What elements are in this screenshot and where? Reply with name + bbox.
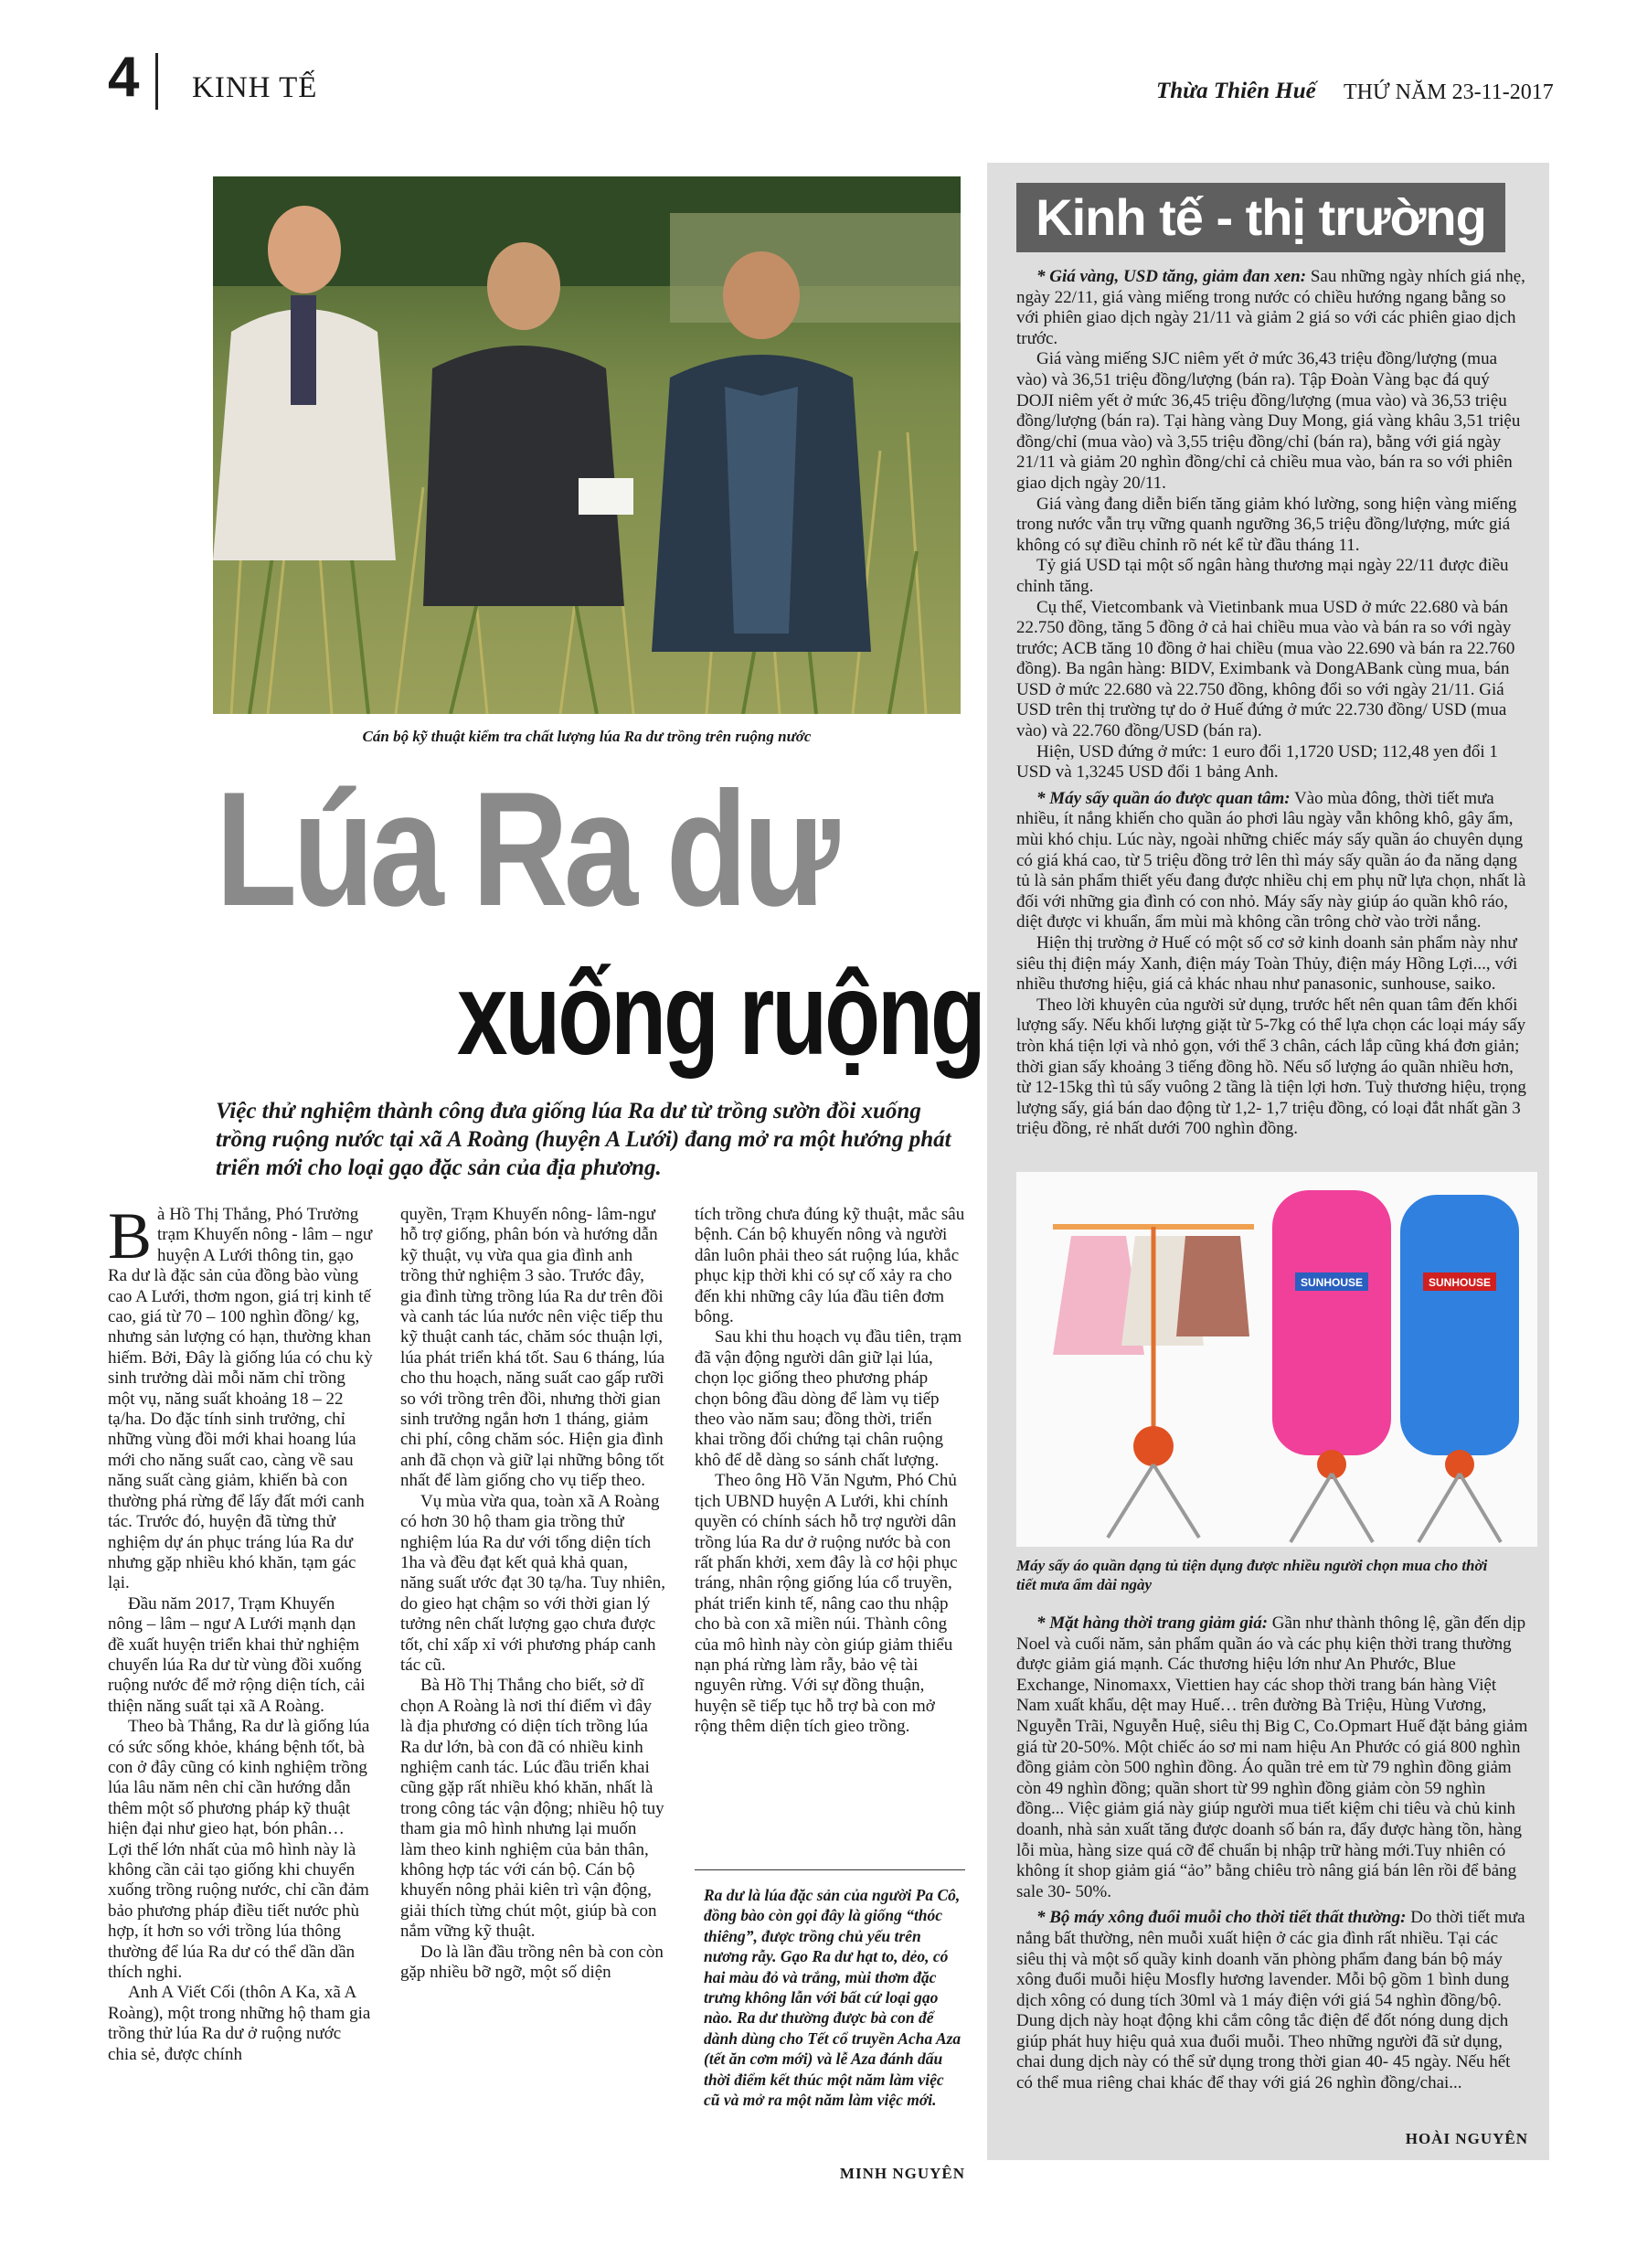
quote-divider [695,1869,965,1870]
article-photo [213,176,961,714]
section-name: KINH TẾ [192,71,318,104]
headline-line-1: Lúa Ra dư [216,758,835,940]
item-label: * Mặt hàng thời trang giảm giá: [1036,1613,1269,1633]
page-number: 4 [108,46,140,109]
paragraph: Cụ thể, Vietcombank và Vietinbank mua USD ở mức 22.680 và bán 22.750 đồng, tăng 5 đồng ở cả hai chiều mua vào và bán ra so với ngày trước; ACB tăng 10 đồng ở hai chiều (mua vào 22.690 và bán ra 22.760 đồng). Ba ngân hàng: BIDV, Eximbank và DongABank cùng mua, bán USD ở mức 22.680 và 22.750 đồng, không đổi so với ngày 21/11. Giá USD trên thị trường tự do ở Huế đứng ở mức 22.730 đồng/ USD (mua vào) và 22.760 đồng/USD (bán ra). [1016,597,1515,741]
paragraph: * Giá vàng, USD tăng, giảm đan xen: Sau những ngày nhích giá nhẹ, ngày 22/11, giá vàng miếng trong nước có chiều hướng ngang bằng so với phiên giao dịch ngày 21/11 và giảm 2 giá so với các phiên giao dịch trước. [1016,267,1525,348]
paragraph: * Bộ máy xông đuổi muỗi cho thời tiết thất thường: Do thời tiết mưa nắng bất thường, nên muỗi xuất hiện ở các gia đình rất nhiều. Tại các siêu thị và một số quầy kinh doanh văn phòng phẩm đang bán bộ máy xông đuổi muỗi hiệu Mosfly hương lavender. Mỗi bộ gồm 1 bình dung dịch xông có dung tích 30ml và 1 máy điện với giá 54 nghìn đồng/bộ. Dung dịch này hoạt động khi cắm công tắc điện để đốt nóng dung dịch giúp phát huy hiệu quả xua đuổi muỗi. Theo những người đã sử dụng, chai dung dịch này có thể sử dụng trong thời gian 40- 45 ngày. Nếu hết có thể mua riêng chai khác để thay với giá 26 nghìn đồng/chai... [1016,1908,1525,2093]
info-box: Ra dư là lúa đặc sản của người Pa Cô, đồng bào còn gọi đây là giống “thóc thiêng”, được trồng chủ yếu trên nương rẫy. Gạo Ra dư hạt to, dẻo, có hai màu đỏ và trắng, mùi thơm đặc trưng không lẫn với bất cứ loại gạo nào. Ra dư thường được bà con để dành dùng cho Tết cổ truyền Acha Aza (tết ăn cơm mới) và lễ Aza đánh dấu thời điểm kết thúc một năm làm việc cũ và mở ra một năm làm việc mới. [704,1886,962,2110]
paragraph: quyền, Trạm Khuyến nông- lâm-ngư hỗ trợ giống, phân bón và hướng dẫn kỹ thuật, vụ vừa qua gia đình anh trồng thử nghiệm 3 sào. Trước đây, gia đình từng trồng lúa Ra dư trên đồi và canh tác lúa nước nên việc tiếp thu kỹ thuật canh tác, chăm sóc thuận lợi, lúa phát triển khá tốt. Sau 6 tháng, lúa cho thu hoạch, năng suất cao gấp rưỡi so với trồng trên đồi, nhưng thời gian sinh trưởng ngắn hơn 1 tháng, giảm chi phí, công chăm sóc. Hiện gia đình anh đã chọn và giữ lại những bông tốt nhất để làm giống cho vụ tiếp theo. [400,1205,665,1491]
dryer-image-caption: Máy sấy áo quần dạng tủ tiện dụng được nhiều người chọn mua cho thời tiết mưa ẩm dài ngày [1016,1557,1488,1593]
paragraph: Theo lời khuyên của người sử dụng, trước hết nên quan tâm đến khối lượng sấy. Nếu khối lượng giặt từ 5-7kg có thể lựa chọn các loại máy sấy tròn khá tiện lợi và nhỏ gọn, với thể 3 chân, cách lắp cũng khá đơn giản; thời gian sấy khoảng 3 tiếng đồng hồ. Nếu số lượng áo quần nhiều hơn, từ 12-15kg thì tủ sấy vuông 2 tầng là tiện lợi hơn. Tuỳ thương hiệu, trọng lượng sấy, giá bán dao động từ 1,2- 1,7 triệu đồng, có loại đắt nhất gần 3 triệu đồng, rẻ nhất dưới 700 nghìn đồng. [1016,995,1526,1139]
drop-cap: B [108,1199,153,1272]
paragraph: Bà Hồ Thị Thắng, Phó Trưởng trạm Khuyến nông - lâm – ngư huyện A Lưới thông tin, gạo Ra dư là đặc sản của đồng bào vùng cao A Lưới, thơm ngon, giá trị kinh tế cao, giá từ 70 – 100 nghìn đồng/ kg, nhưng sản lượng có hạn, thường khan hiếm. Bởi, Đây là giống lúa có chu kỳ sinh trưởng dài mỗi năm chỉ trồng một vụ, năng suất khoảng 18 – 22 tạ/ha. Do đặc tính sinh trưởng, chỉ những vùng đồi mới khai hoang lúa mới cho năng suất cao, càng về sau năng suất càng giảm, khiến bà con thường phá rừng để lấy đất mới canh tác. Trước đó, huyện đã từng thử nghiệm dự án phục tráng lúa Ra dư nhưng gặp nhiều khó khăn, tạm gác lại. [108,1199,373,1593]
photo-caption: Cán bộ kỹ thuật kiểm tra chất lượng lúa Ra dư trồng trên ruộng nước [362,728,812,745]
paragraph: Do là lần đầu trồng nên bà con còn gặp nhiều bỡ ngỡ, một số diện [400,1942,664,1983]
paragraph: Đầu năm 2017, Trạm Khuyến nông – lâm – ngư A Lưới mạnh dạn đề xuất huyện triển khai thử nghiệm chuyển lúa Ra dư từ vùng đồi xuống ruộng nước để mở rộng diện tích, cải thiện năng suất tại xã A Roàng. [108,1593,366,1716]
newspaper-name: Thừa Thiên Huế [1156,79,1316,103]
paragraph: Tỷ giá USD tại một số ngân hàng thương mại ngày 22/11 được điều chỉnh tăng. [1016,556,1509,596]
paragraph: Bà Hồ Thị Thắng cho biết, sở dĩ chọn A Roàng là nơi thí điểm vì đây là địa phương có diện tích trồng lúa Ra dư lớn, bà con đã có nhiều kinh nghiệm canh tác. Lúc đầu triển khai cũng gặp rất nhiều khó khăn, nhất là trong công tác vận động; nhiều hộ tuy tham gia mô hình nhưng lại muốn làm theo kinh nghiệm của bản thân, không hợp tác với cán bộ. Cán bộ khuyến nông phải kiên trì vận động, giải thích từng chút một, giúp bà con nắm vững kỹ thuật. [400,1676,664,1942]
sidebar-author: HOÀI NGUYÊN [1405,2130,1528,2147]
item-label: * Máy sấy quần áo được quan tâm: [1036,788,1291,808]
paragraph: * Mặt hàng thời trang giảm giá: Gần như thành thông lệ, gần đến dịp Noel và cuối năm, sản phẩm quần áo và các phụ kiện thời trang thường được giảm giá mạnh. Các thương hiệu lớn như An Phước, Blue Exchange, Ninomaxx, Viettien hay các shop thời trang bán hàng Việt Nam xuất khẩu, dệt may Huế… trên đường Bà Triệu, Hùng Vương, Nguyễn Trãi, Nguyễn Huệ, siêu thị Big C, Co.Opmart Huế đặt bảng giảm giá từ 20-50%. Một chiếc áo sơ mi nam hiệu An Phước có giá 800 nghìn đồng giảm còn 500 nghìn đồng. Áo quần trẻ em từ 79 nghìn đồng giảm còn 49 nghìn đồng; quần short từ 99 nghìn đồng giảm còn 59 nghìn đồng... Việc giảm giá này giúp người mua tiết kiệm chi tiêu và chủ kinh doanh, nhà sản xuất tăng được doanh số bán ra, đẩy được hàng tồn, hàng lỗi mùa, hàng size quá cỡ để chuẩn bị nhập trữ hàng mới.Tuy nhiên có không ít shop giảm giá “ảo” bằng chiêu trò nâng giá bán lên rồi để bảng sale 30- 50%. [1016,1613,1528,1901]
paragraph: Theo bà Thắng, Ra dư là giống lúa có sức sống khỏe, kháng bệnh tốt, bà con ở đây cũng có kinh nghiệm trồng lúa lâu năm nên chỉ cần hướng dẫn thêm một số phương pháp kỹ thuật hiện đại như gieo hạt, bón phân… Lợi thế lớn nhất của mô hình này là không cần cải tạo giống khi chuyển xuống trồng ruộng nước, chỉ cần đảm bảo phương pháp điều tiết nước phù hợp, ít hơn so với trồng lúa thông thường để lúa Ra dư có thể dần dần thích nghi. [108,1717,370,1983]
issue-date: THỨ NĂM 23-11-2017 [1344,80,1554,104]
article-column-3 [695,1205,965,1738]
paragraph: Hiện, USD đứng ở mức: 1 euro đổi 1,1720 USD; 112,48 yen đổi 1 USD và 1,3245 USD đổi 1 bảng Anh. [1016,741,1498,783]
sidebar-upper-text [1016,267,1528,1140]
paragraph: Theo ông Hồ Văn Ngưm, Phó Chủ tịch UBND huyện A Lưới, khi chính quyền có chính sách hỗ trợ người dân trồng lúa Ra dư ở ruộng nước bà con rất phấn khởi, xem đây là cơ hội phục tráng, nhân rộng giống lúa cổ truyền, phát triển kinh tế, nâng cao thu nhập cho bà con xã miền núi. Thành công của mô hình này còn giúp giảm thiểu nạn phá rừng làm rẫy, bảo vệ tài nguyên rừng. Với sự đồng thuận, huyện sẽ tiếp tục hỗ trợ bà con mở rộng thêm diện tích gieo trồng. [695,1471,958,1737]
brand-label: SUNHOUSE [1300,1276,1364,1289]
article-author: MINH NGUYÊN [839,2165,965,2182]
paragraph: Vụ mùa vừa qua, toàn xã A Roàng có hơn 30 hộ tham gia trồng thử nghiệm lúa Ra dư với tổng diện tích 1ha và đều đạt kết quả khả quan, năng suất ước đạt 30 tạ/ha. Tuy nhiên, do gieo hạt chậm so với thời gian lý tưởng nên chất lượng gạo chưa được tốt, chỉ xấp xỉ với phương pháp canh tác cũ. [400,1491,666,1675]
header-divider [155,53,158,110]
article-lead: Việc thử nghiệm thành công đưa giống lúa Ra dư từ trồng sườn đồi xuống trồng ruộng nước tại xã A Roàng (huyện A Lưới) đang mở ra một hướng phát triển mới cho loại gạo đặc sản của địa phương. [216,1099,951,1180]
paragraph: tích trồng chưa đúng kỹ thuật, mắc sâu bệnh. Cán bộ khuyến nông và người dân luôn phải theo sát ruộng lúa, khắc phục kịp thời khi có sự cố xảy ra cho đến khi những cây lúa đầu tiên đơm bông. [695,1205,965,1327]
paragraph: Giá vàng đang diễn biến tăng giảm khó lường, song hiện vàng miếng trong nước vẫn trụ vững quanh ngưỡng 36,5 triệu đồng/lượng, mức giá không có sự điều chỉnh rõ nét kể từ đầu tháng 11. [1016,494,1517,555]
item-label: * Giá vàng, USD tăng, giảm đan xen: [1036,267,1307,286]
sidebar-title: Kinh tế - thị trường [1016,183,1505,252]
brand-label: SUNHOUSE [1428,1276,1492,1289]
article-column-1 [108,1199,373,2065]
paragraph: Hiện thị trường ở Huế có một số cơ sở kinh doanh sản phẩm này như siêu thị điện máy Xanh, điện máy Toàn Thủy, điện máy Hồng Lợi..., với nhiều thương hiệu, giá cả khác nhau như panasonic, sunhouse, saiko. [1016,933,1518,995]
paragraph: Anh A Viết Cối (thôn A Ka, xã A Roàng), một trong những hộ tham gia trồng thử lúa Ra dư ở ruộng nước chia sẻ, được chính [108,1983,371,2064]
item-label: * Bộ máy xông đuổi muỗi cho thời tiết thất thường: [1036,1908,1407,1928]
sidebar-lower-text [1016,1613,1528,2094]
paragraph: Giá vàng miếng SJC niêm yết ở mức 36,43 triệu đồng/lượng (mua vào) và 36,51 triệu đồng/lượng (bán ra). Tập Đoàn Vàng bạc đá quý DOJI niêm yết ở mức 36,45 triệu đồng/lượng (mua vào) và 36,53 triệu đồng/lượng (bán ra). Tại hàng vàng Duy Mong, giá vàng khâu 3,51 triệu đồng/chỉ (mua vào) và 3,55 triệu đồng/chỉ (bán ra), bằng với giá ngày 21/11 và giảm 20 nghìn đồng/chỉ cả chiều mua vào, bán ra so với phiên giao dịch ngày 20/11. [1016,349,1521,493]
paragraph: Sau khi thu hoạch vụ đầu tiên, trạm đã vận động người dân giữ lại lúa, chọn lọc giống theo phương pháp chọn bông đầu dòng để làm vụ tiếp theo vào năm sau; đồng thời, triển khai trồng đối chứng tại chân ruộng khô để dễ dàng so sánh chất lượng. [695,1327,962,1470]
headline-line-2: xuống ruộng [457,949,983,1080]
article-column-2 [400,1205,665,1983]
clothes-dryer-image [1016,1172,1537,1547]
paragraph: * Máy sấy quần áo được quan tâm: Vào mùa đông, thời tiết mưa nhiều, ít nắng khiến cho quần áo phơi lâu ngày vẫn không khô, gây ẩm, mùi khó chịu. Lúc này, ngoài những chiếc máy sấy quần áo chuyên dụng có giá khá cao, từ 5 triệu đồng trở lên thì máy sấy quần áo đa năng dạng tủ là sản phẩm thiết yếu đang được nhiều chị em phụ nữ lựa chọn, nhất là đối với những gia đình có con nhỏ. Máy sấy này giúp áo quần khô ráo, diệt được vi khuẩn, ẩm mùi mà không cần trông chờ vào trời nắng. [1016,788,1526,932]
